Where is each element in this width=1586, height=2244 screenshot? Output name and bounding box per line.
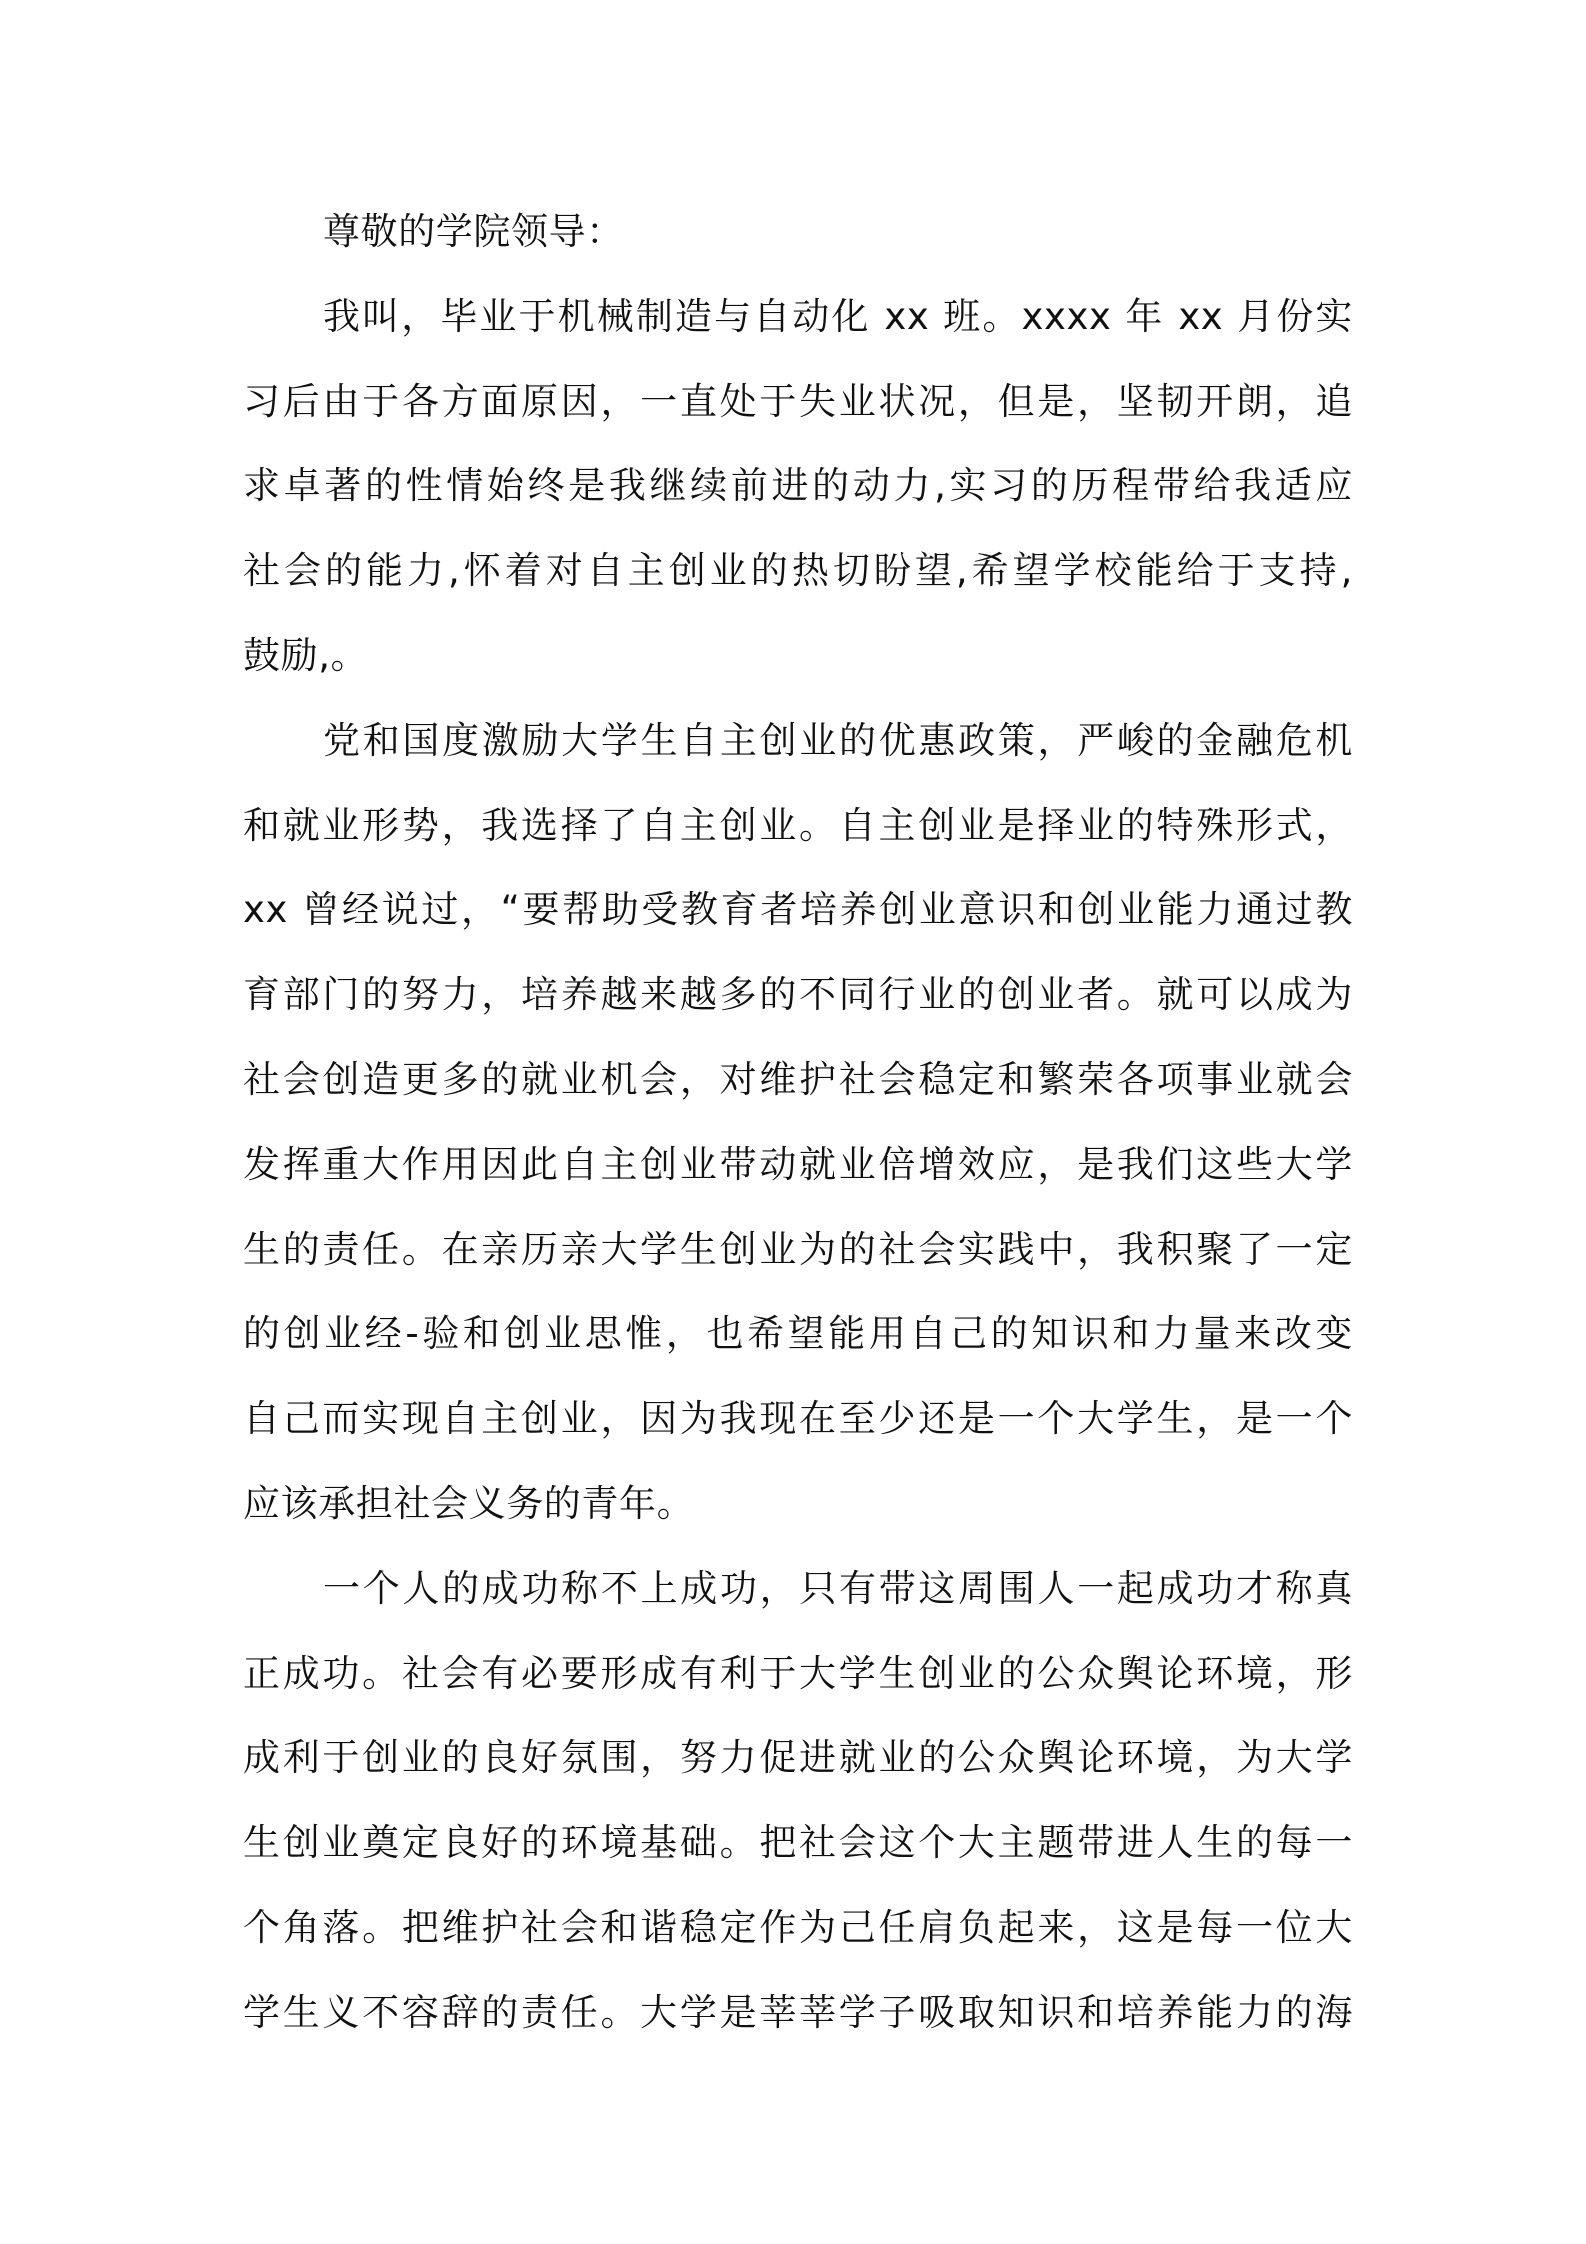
paragraph-3-line: 成利于创业的良好氛围，努力促进就业的公众舆论环境，为大学: [243, 1736, 1353, 1780]
paragraph-2-line: 生的责任。在亲历亲大学生创业为的社会实践中，我积聚了一定: [243, 1227, 1353, 1271]
paragraph-2-line: 党和国度激励大学生自主创业的优惠政策，严峻的金融危机: [323, 718, 1353, 762]
letter-body: [243, 190, 1353, 2056]
paragraph-3-line: 学生义不容辞的责任。大学是莘莘学子吸取知识和培养能力的海: [243, 1990, 1353, 2034]
paragraph-3-line: 正成功。社会有必要形成有利于大学生创业的公众舆论环境，形: [243, 1651, 1353, 1695]
paragraph-2-line: 应该承担社会义务的青年。: [243, 1481, 695, 1525]
paragraph-1-line: 社会的能力,怀着对自主创业的热切盼望,希望学校能给于支持,: [243, 549, 1353, 593]
paragraph-2-line: xx 曾经说过，“要帮助受教育者培养创业意识和创业能力通过教: [243, 888, 1353, 932]
paragraph-2-line: 社会创造更多的就业机会，对维护社会稳定和繁荣各项事业就会: [243, 1057, 1353, 1101]
paragraph-2-line: 育部门的努力，培养越来越多的不同行业的创业者。就可以成为: [243, 973, 1353, 1017]
salutation: 尊敬的学院领导：: [323, 210, 624, 253]
paragraph-3-line: 一个人的成功称不上成功，只有带这周围人一起成功才称真: [323, 1566, 1353, 1610]
paragraph-1-line: 鼓励,。: [243, 633, 369, 677]
paragraph-1-line: 我叫，毕业于机械制造与自动化 xx 班。xxxx 年 xx 月份实: [323, 294, 1353, 338]
paragraph-2-line: 自己而实现自主创业，因为我现在至少还是一个大学生，是一个: [243, 1397, 1353, 1441]
paragraph-1-line: 求卓著的性情始终是我继续前进的动力,实习的历程带给我适应: [243, 464, 1353, 508]
paragraph-2-line: 发挥重大作用因此自主创业带动就业倍增效应，是我们这些大学: [243, 1142, 1353, 1186]
paragraph-3-line: 个角落。把维护社会和谐稳定作为己任肩负起来，这是每一位大: [243, 1905, 1353, 1949]
paragraph-3-line: 生创业奠定良好的环境基础。把社会这个大主题带进人生的每一: [243, 1821, 1353, 1865]
paragraph-1-line: 习后由于各方面原因，一直处于失业状况，但是，坚韧开朗，追: [243, 379, 1353, 423]
paragraph-2-line: 的创业经-验和创业思惟，也希望能用自己的知识和力量来改变: [243, 1312, 1353, 1356]
paragraph-2-line: 和就业形势，我选择了自主创业。自主创业是择业的特殊形式，: [243, 803, 1353, 847]
